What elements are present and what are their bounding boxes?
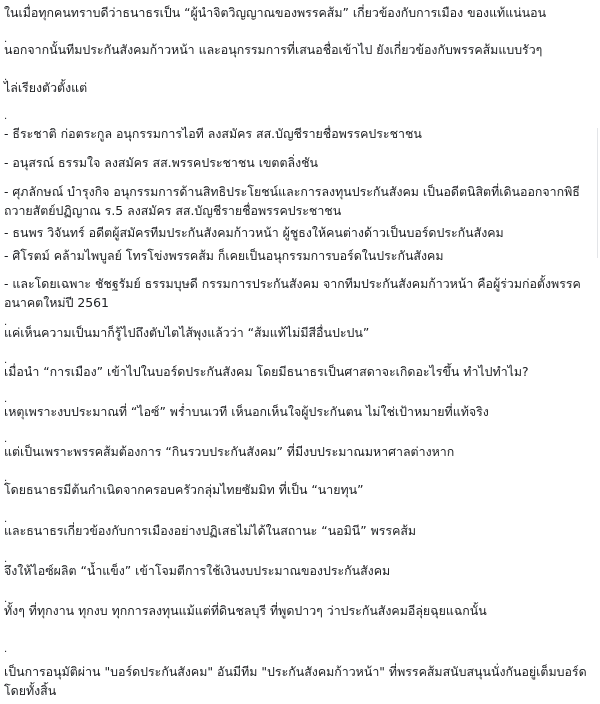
separator-dot: .	[4, 72, 8, 83]
paragraph: จึงให้ไอซ์ผลิต “น้ำแข็ง” เข้าโจมตีการใช้เงินงบประมาณของประกันสังคม	[4, 563, 391, 578]
list-item: - และโดยเฉพาะ ชัชฐรัมย์ ธรรมบุษดี กรรมการประกันสังคม จากทีมประกันสังคมก้าวหน้า คือผู้ร่วมก่อตั้งพรรคอนาคตใหม่ปี 2561	[4, 276, 581, 310]
edge-divider	[597, 128, 598, 258]
separator-dot: .	[4, 554, 8, 565]
paragraph: ทั้งๆ ที่ทุกงาน ทุกงบ ทุกการลงทุนแม้แต่ที่ดินชลบุรี ที่พูดปาวๆ ว่าประกันสังคมอีลุ่ยฉุยแฉกนั้น	[4, 603, 487, 618]
paragraph: แต่เป็นเพราะพรรคส้มต้องการ “กินรวบประกันสังคม” ที่มีงบประมาณมหาศาลต่างหาก	[4, 444, 455, 459]
list-item: - อนุสรณ์ ธรรมใจ ลงสมัคร สส.พรรคประชาชน เขตตลิ่งชัน	[4, 155, 319, 170]
separator-dot: .	[4, 317, 8, 328]
separator-dot: .	[4, 355, 8, 366]
paragraph: และธนาธรเกี่ยวข้องกับการเมืองอย่างปฏิเสธไม่ได้ในสถานะ “นอมินี” พรรคส้ม	[4, 523, 417, 538]
separator-dot: .	[4, 514, 8, 525]
paragraph: ไล่เรียงตัวตั้งแต่	[4, 80, 88, 95]
separator-dot: .	[4, 644, 8, 655]
separator-dot: .	[4, 434, 8, 445]
separator-dot: .	[4, 34, 8, 45]
paragraph: แค่เห็นความเป็นมาก็รู้ไปถึงตับไตไส้พุงแล้วว่า “ส้มแท้ไม่มีสีอื่นปะปน”	[4, 325, 370, 340]
list-item: - ธีระชาติ ก่อตระกูล อนุกรรมการไอที ลงสมัคร สส.บัญชีรายชื่อพรรคประชาชน	[4, 126, 422, 141]
paragraph: เหตุเพราะงบประมาณที่ “ไอซ์” พร่ำบนเวที เห็นอกเห็นใจผู้ประกันตน ไม่ใช่เป้าหมายที่แท้จริง	[4, 404, 489, 419]
list-item: - ศุภลักษณ์ บำรุงกิจ อนุกรรมการด้านสิทธิประโยชน์และการลงทุนประกันสังคม เป็นอดีตนิสิตที่เดินออกจากพิธีถวายสัตย์ปฏิญาณ ร.5 ลงสมัคร สส.บัญชีรายชื่อพรรคประชาชน	[4, 184, 580, 218]
paragraph: โดยธนาธรมีต้นกำเนิดจากครอบครัวกลุ่มไทยซัมมิท ที่เป็น “นายทุน”	[4, 482, 364, 497]
separator-dot: .	[4, 594, 8, 605]
paragraph: เป็นการอนุมัติผ่าน "บอร์ดประกันสังคม" อันมีทีม "ประกันสังคมก้าวหน้า" ที่พรรคส้มสนับสนุนนั่งกันอยู่เต็มบอร์ดโดยทั้งสิ้น	[4, 664, 587, 698]
paragraph: ในเมื่อทุกคนทราบดีว่าธนาธรเป็น “ผู้นำจิตวิญญาณของพรรคส้ม” เกี่ยวข้องกับการเมือง ของแท้แน่นอน	[4, 5, 547, 20]
separator-dot: .	[4, 473, 8, 484]
paragraph: เมื่อนำ “การเมือง” เข้าไปในบอร์ดประกันสังคม โดยมีธนาธรเป็นศาสดาจะเกิดอะไรขึ้น ทำไปทำไม?	[4, 364, 529, 379]
list-item: - ศิโรตม์ คล้ามไพบูลย์ โทรโข่งพรรคส้ม ก็เคยเป็นอนุกรรมการบอร์ดในประกันสังคม	[4, 248, 444, 263]
list-item: - ธนพร วิจันทร์ อดีตผู้สมัครทีมประกันสังคมก้าวหน้า ผู้ชูธงให้คนต่างด้าวเป็นบอร์ดประกันสังคม	[4, 225, 504, 240]
separator-dot: .	[4, 394, 8, 405]
paragraph: นอกจากนั้นทีมประกันสังคมก้าวหน้า และอนุกรรมการที่เสนอชื่อเข้าไป ยังเกี่ยวข้องกับพรรคส้มแบบรัวๆ	[4, 42, 543, 57]
separator-dot: .	[4, 111, 8, 122]
